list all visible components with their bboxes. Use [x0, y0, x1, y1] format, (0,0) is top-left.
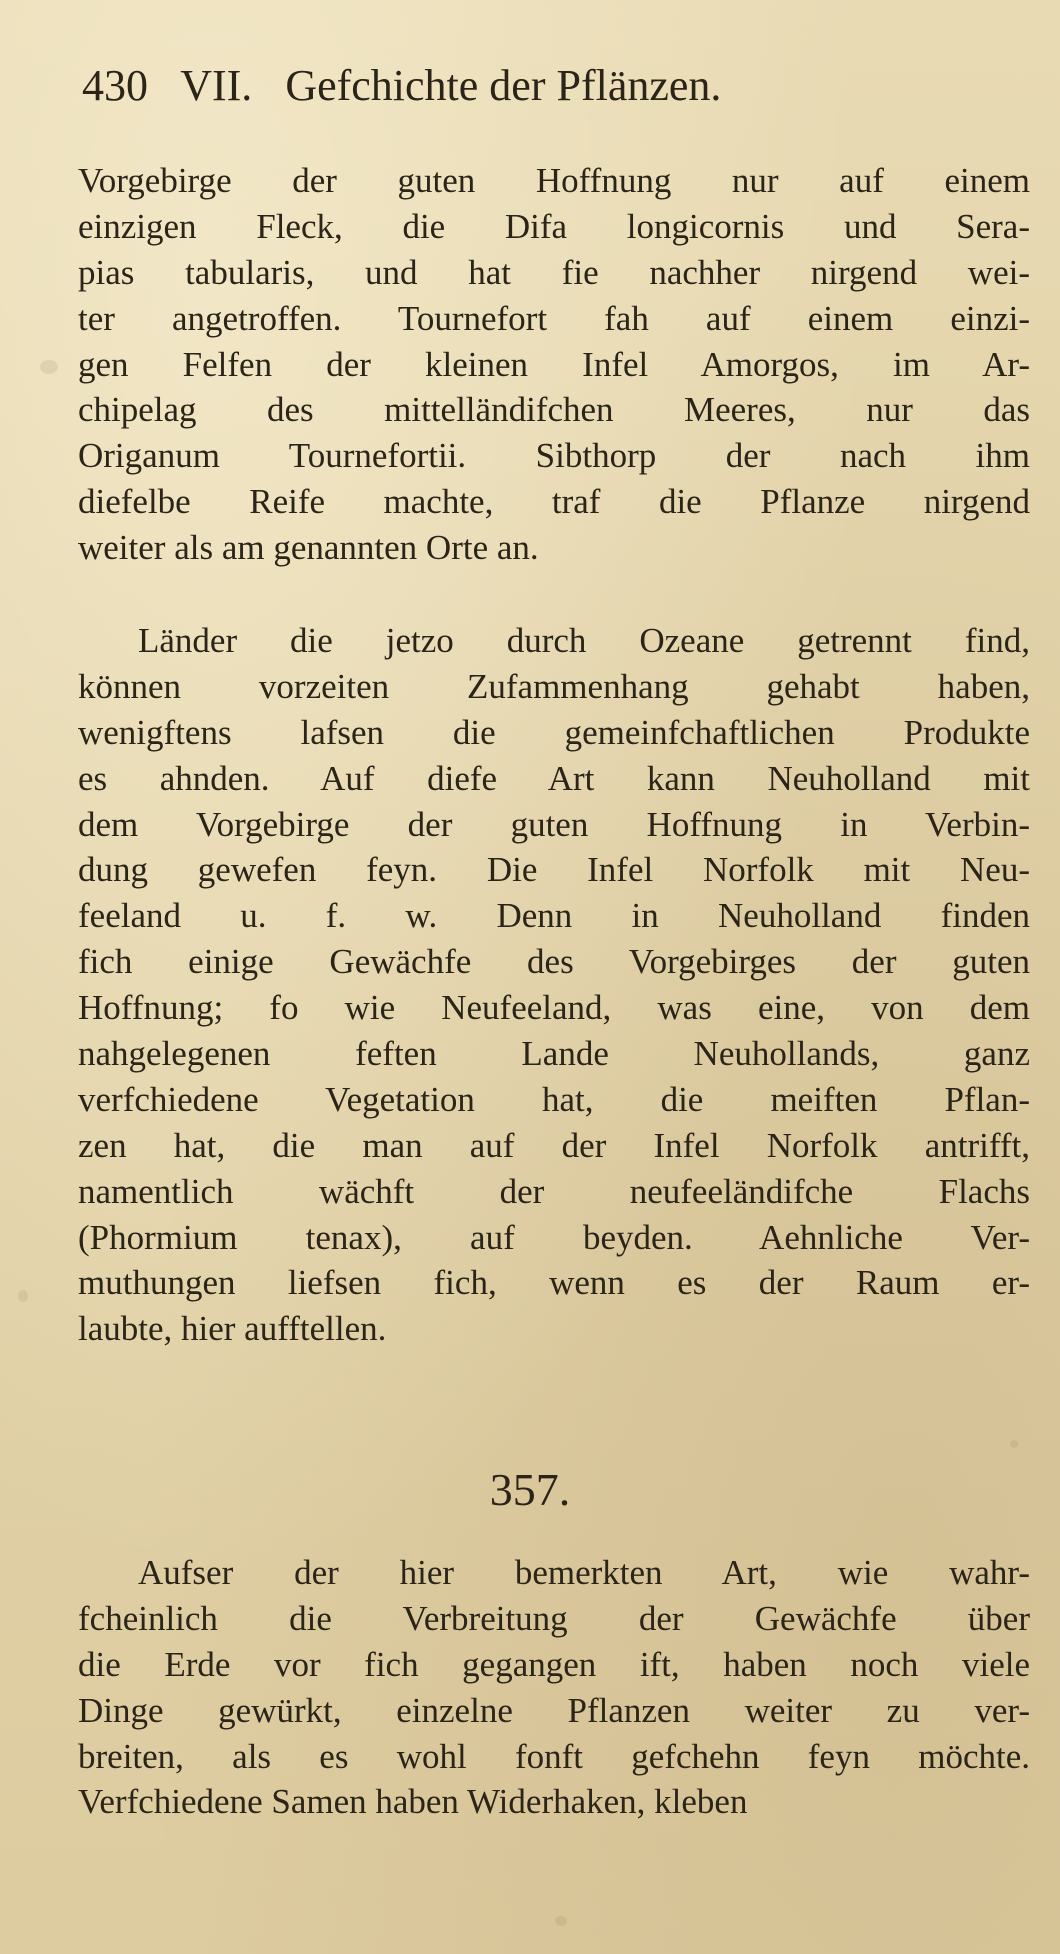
running-title: Gefchichte der Pflänzen. — [285, 61, 722, 110]
text-line: pias tabularis, und hat fie nachher nirgend wei- — [78, 252, 1030, 292]
text-line: laubte, hier aufftellen. — [78, 1309, 387, 1349]
text-line: es ahnden. Auf diefe Art kann Neuholland mit — [78, 758, 1030, 798]
paragraph-3 — [78, 1550, 1030, 1825]
text-line: weiter als am genannten Orte an. — [78, 528, 539, 568]
paragraph-1 — [78, 158, 1030, 571]
text-line: Dinge gewürkt, einzelne Pflanzen weiter zu ver- — [78, 1690, 1030, 1730]
text-line: verfchiedene Vegetation hat, die meiften Pflan- — [78, 1079, 1030, 1119]
text-line: zen hat, die man auf der Infel Norfolk antrifft, — [78, 1125, 1030, 1165]
text-line: gen Felfen der kleinen Infel Amorgos, im Ar- — [78, 344, 1030, 384]
text-line: breiten, als es wohl fonft gefchehn feyn möchte. — [78, 1736, 1030, 1776]
paper-stain — [18, 1290, 28, 1302]
text-line: (Phormium tenax), auf beyden. Aehnliche Ver- — [78, 1217, 1030, 1257]
text-line: wenigftens lafsen die gemeinfchaftlichen Produkte — [78, 712, 1030, 752]
text-line: Verfchiedene Samen haben Widerhaken, kleben — [78, 1782, 748, 1822]
text-line: Vorgebirge der guten Hoffnung nur auf einem — [78, 161, 1030, 200]
paper-stain — [555, 1916, 567, 1926]
text-line: fich einige Gewächfe des Vorgebirges der guten — [78, 942, 1030, 982]
text-line: einzigen Fleck, die Difa longicornis und Sera- — [78, 206, 1030, 246]
text-line: fcheinlich die Verbreitung der Gewächfe über — [78, 1598, 1030, 1638]
text-line: chipelag des mittelländifchen Meeres, nur das — [78, 390, 1030, 430]
text-line: können vorzeiten Zufammenhang gehabt haben, — [78, 666, 1030, 706]
chapter-number: VII. — [180, 61, 253, 110]
text-line: namentlich wächft der neufeeländifche Flachs — [78, 1171, 1030, 1211]
paper-stain — [40, 360, 58, 374]
section-number: 357. — [489, 1464, 571, 1515]
text-line: dem Vorgebirge der guten Hoffnung in Verbin- — [78, 804, 1030, 844]
paper-stain — [1010, 1440, 1018, 1448]
page-number: 430 — [82, 61, 148, 110]
text-line: Aufser der hier bemerkten Art, wie wahr- — [138, 1553, 1030, 1592]
text-line: ter angetroffen. Tournefort fah auf einem einzi- — [78, 298, 1030, 338]
paragraph-2 — [78, 618, 1030, 1352]
text-line: nahgelegenen feften Lande Neuhollands, ganz — [78, 1034, 1030, 1074]
text-line: die Erde vor fich gegangen ift, haben noch viele — [78, 1644, 1030, 1684]
text-line: Länder die jetzo durch Ozeane getrennt find, — [138, 621, 1030, 660]
text-line: feeland u. f. w. Denn in Neuholland finden — [78, 896, 1030, 936]
text-line: dung gewefen feyn. Die Infel Norfolk mit Neu- — [78, 850, 1030, 890]
text-line: Origanum Tournefortii. Sibthorp der nach ihm — [78, 436, 1030, 476]
text-line: muthungen liefsen fich, wenn es der Raum er- — [78, 1263, 1030, 1303]
text-line: Hoffnung; fo wie Neufeeland, was eine, von dem — [78, 988, 1030, 1028]
text-line: diefelbe Reife machte, traf die Pflanze nirgend — [78, 482, 1030, 522]
running-header — [82, 58, 982, 114]
